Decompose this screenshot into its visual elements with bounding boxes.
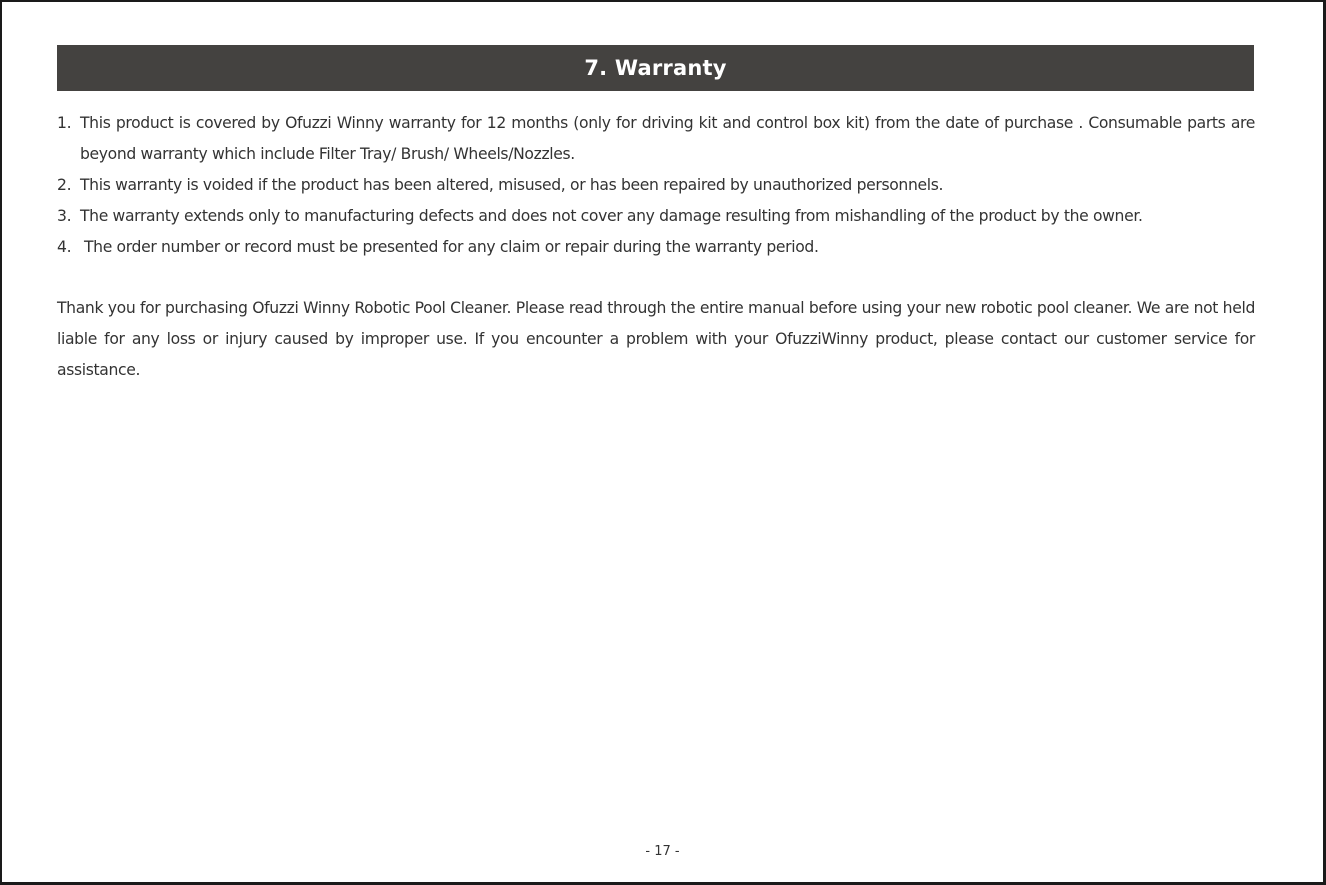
warranty-item-number: 1. (57, 114, 72, 132)
warranty-item-4 (57, 232, 1255, 263)
warranty-item-text: The warranty extends only to manufacturing defects and does not cover any damage resulting from mishandling of the product by the owner. (80, 207, 1143, 225)
section-title: 7. Warranty (584, 56, 727, 80)
warranty-item-2 (57, 170, 1255, 201)
warranty-item-1 (57, 108, 1255, 170)
warranty-item-3 (57, 201, 1255, 232)
warranty-item-text: This warranty is voided if the product has been altered, misused, or has been repaired by unauthorized personnels. (80, 176, 944, 194)
section-header (57, 45, 1254, 91)
thanks-paragraph: Thank you for purchasing Ofuzzi Winny Robotic Pool Cleaner. Please read through the entire manual before using your new robotic pool cleaner. We are not held liable for any loss or injury caused by improper use. If you encounter a problem with your OfuzziWinny product, please contact our customer service for assistance. (57, 299, 1255, 379)
warranty-item-number: 3. (57, 207, 72, 225)
page-number: - 17 - (645, 844, 680, 859)
warranty-item-text: This product is covered by Ofuzzi Winny warranty for 12 months (only for driving kit and control box kit) from the date of purchase . Consumable parts are beyond warranty which include Filter Tray/ Brush/ Wheels/Nozzles. (80, 114, 1255, 163)
warranty-list (57, 108, 1255, 263)
warranty-item-number: 2. (57, 176, 72, 194)
warranty-item-text: The order number or record must be presented for any claim or repair during the warranty period. (84, 238, 819, 256)
warranty-item-number: 4. (57, 238, 72, 256)
